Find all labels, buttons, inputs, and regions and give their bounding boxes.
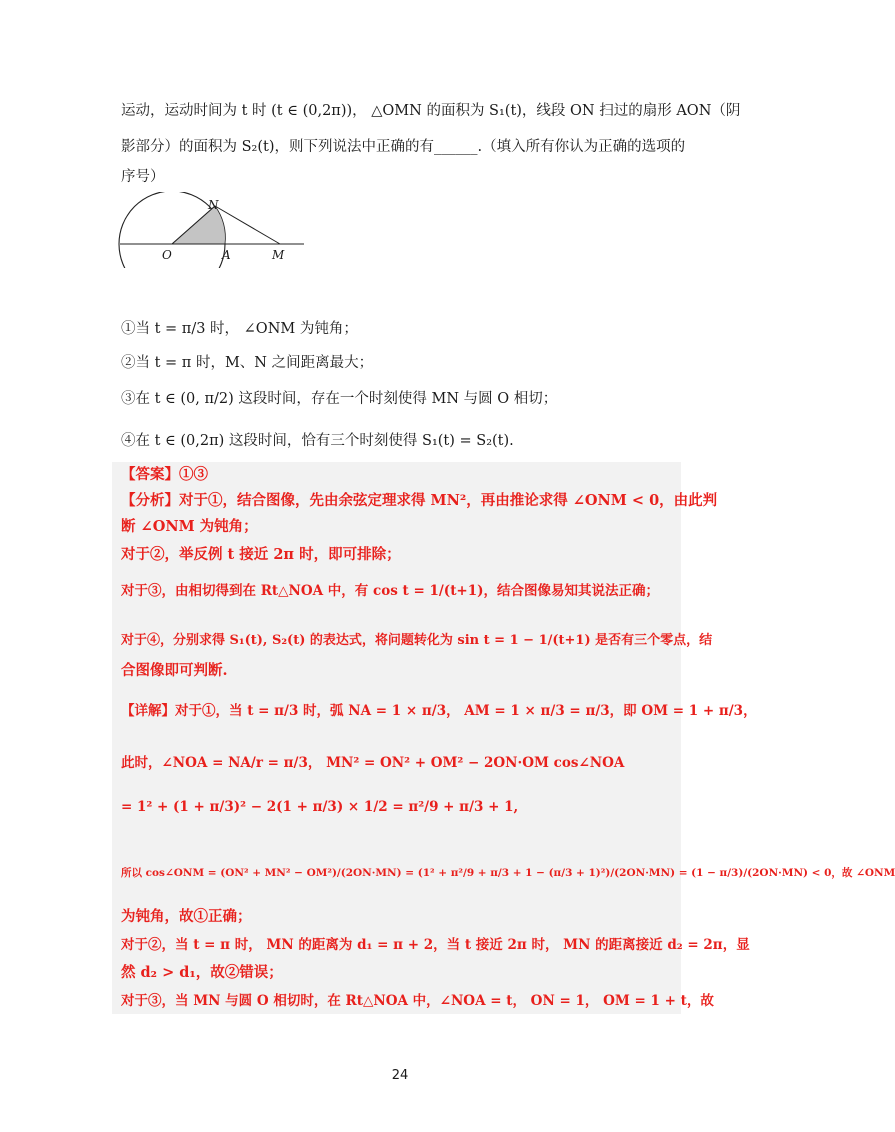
- answer-line-9: 此时，∠NOA = NA/r = π/3， MN² = ON² + OM² − 2ON·OM cos∠NOA: [121, 755, 625, 771]
- label-n: N: [208, 198, 219, 212]
- answer-line-4: 对于②，举反例 t 接近 2π 时，即可排除；: [121, 546, 401, 563]
- label-o: O: [162, 248, 172, 262]
- problem-line-1: 运动，运动时间为 t 时 (t ∈ (0,2π))， △OMN 的面积为 S₁(t)，线段 ON 扫过的扇形 AON（阴: [121, 103, 741, 119]
- option-3: ③在 t ∈ (0, π/2) 这段时间，存在一个时刻使得 MN 与圆 O 相切；: [121, 391, 558, 407]
- problem-line-3: 序号）: [121, 169, 165, 185]
- answer-line-8: 【详解】对于①，当 t = π/3 时，弧 NA = 1 × π/3， AM = 1 × π/3 = π/3，即 OM = 1 + π/3，: [121, 703, 757, 719]
- answer-line-7: 合图像即可判断.: [121, 662, 228, 679]
- answer-line-11: 所以 cos∠ONM = (ON² + MN² − OM²)/(2ON·MN) = (1² + π²/9 + π/3 + 1 − (π/3 + 1)²)/(2ON·MN) = (1 − π/3)/(2ON·MN) < 0，故 ∠ONM: [121, 867, 895, 879]
- answer-line-3: 断 ∠ONM 为钝角；: [121, 518, 258, 535]
- answer-line-2: 【分析】对于①，结合图像，先由余弦定理求得 MN²，再由推论求得 ∠ONM < 0，由此判: [121, 492, 718, 509]
- problem-line-2: 影部分）的面积为 S₂(t)，则下列说法中正确的有______.（填入所有你认为正确的选项的: [121, 139, 686, 155]
- answer-line-12: 为钝角，故①正确；: [121, 908, 252, 925]
- answer-line-1: 【答案】①③: [121, 466, 208, 483]
- answer-line-14: 然 d₂ > d₁，故②错误；: [121, 964, 283, 981]
- label-m: M: [272, 248, 285, 262]
- answer-line-15: 对于③，当 MN 与圆 O 相切时，在 Rt△NOA 中，∠NOA = t， ON = 1， OM = 1 + t，故: [121, 993, 714, 1009]
- option-2: ②当 t = π 时，M、N 之间距离最大；: [121, 355, 374, 371]
- option-4: ④在 t ∈ (0,2π) 这段时间，恰有三个时刻使得 S₁(t) = S₂(t).: [121, 433, 514, 449]
- answer-line-13: 对于②，当 t = π 时， MN 的距离为 d₁ = π + 2，当 t 接近 2π 时， MN 的距离接近 d₂ = 2π，显: [121, 937, 750, 953]
- label-a: A: [222, 248, 231, 262]
- answer-line-10: = 1² + (1 + π/3)² − 2(1 + π/3) × 1/2 = π²/9 + π/3 + 1,: [121, 799, 519, 815]
- page-number: 24: [391, 1068, 409, 1083]
- answer-line-5: 对于③，由相切得到在 Rt△NOA 中，有 cos t = 1/(t+1)，结合图像易知其说法正确；: [121, 583, 660, 599]
- answer-line-6: 对于④，分别求得 S₁(t), S₂(t) 的表达式，将问题转化为 sin t = 1 − 1/(t+1) 是否有三个零点，结: [121, 633, 713, 648]
- option-1: ①当 t = π/3 时， ∠ONM 为钝角；: [121, 321, 358, 337]
